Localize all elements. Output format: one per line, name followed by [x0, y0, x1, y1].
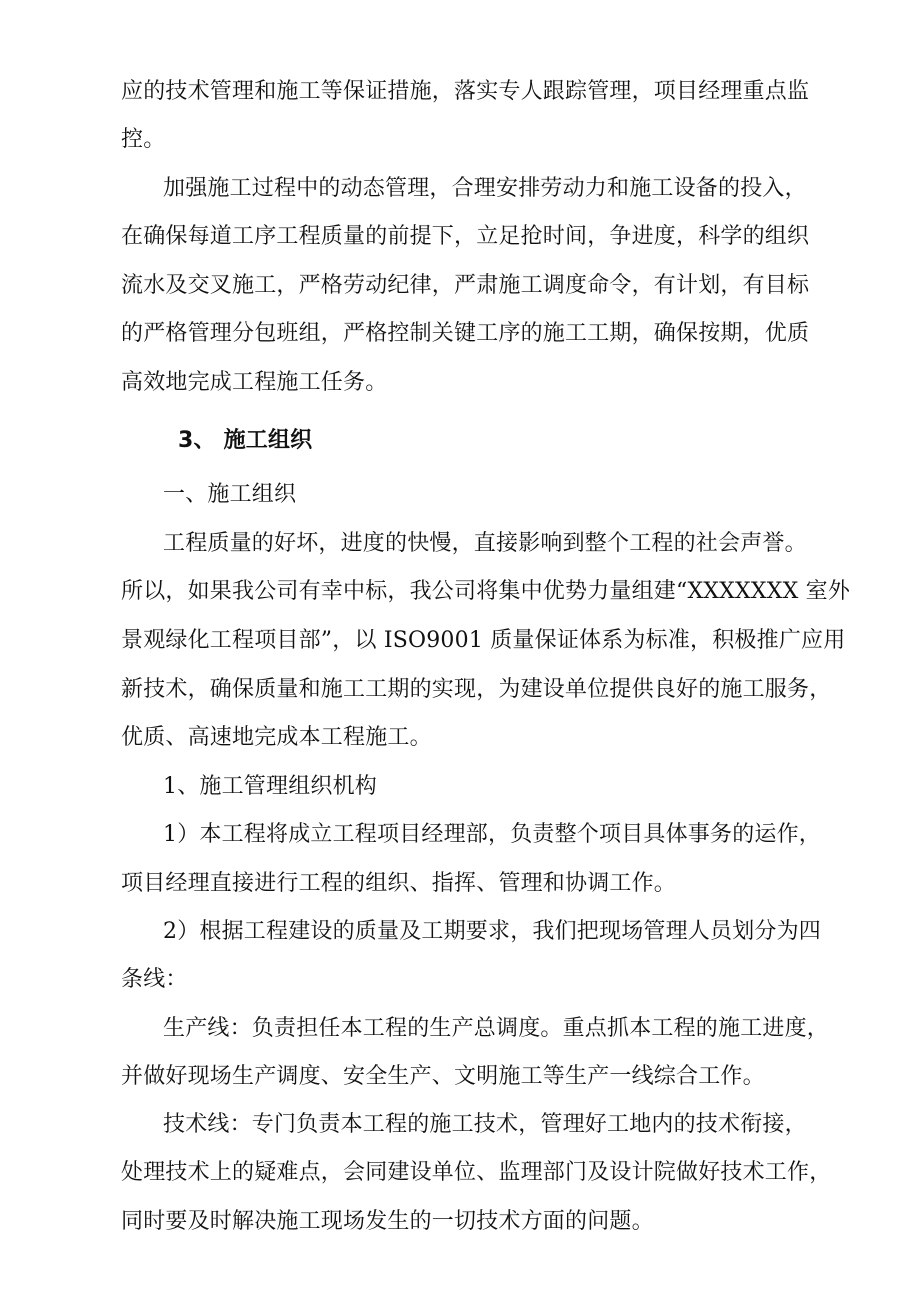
paragraph-line: 新技术，确保质量和施工工期的实现，为建设单位提供良好的施工服务， — [121, 677, 832, 702]
paragraph-line: 景观绿化工程项目部”，以 ISO9001 质量保证体系为标准，积极推广应用 — [121, 628, 846, 653]
paragraph-line: 处理技术上的疑难点，会同建设单位、监理部门及设计院做好技术工作， — [121, 1160, 832, 1185]
paragraph-line: 2）根据工程建设的质量及工期要求，我们把现场管理人员划分为四 — [163, 919, 821, 944]
paragraph-line: 应的技术管理和施工等保证措施，落实专人跟踪管理，项目经理重点监 — [121, 79, 810, 104]
paragraph-line: 技术线：专门负责本工程的施工技术，管理好工地内的技术衔接， — [163, 1112, 807, 1137]
paragraph-line: 在确保每道工序工程质量的前提下，立足抢时间，争进度，科学的组织 — [121, 224, 810, 249]
paragraph-line: 1）本工程将成立工程项目经理部，负责整个项目具体事务的运作， — [163, 822, 821, 847]
paragraph-line: 工程质量的好坏，进度的快慢，直接影响到整个工程的社会声誉。 — [163, 531, 807, 556]
paragraph-line: 流水及交叉施工，严格劳动纪律，严肃施工调度命令，有计划，有目标 — [121, 273, 810, 298]
paragraph-line: 条线： — [121, 967, 188, 992]
paragraph-line: 的严格管理分包班组，严格控制关键工序的施工工期，确保按期，优质 — [121, 321, 810, 346]
subsection-heading: 一、施工组织 — [163, 482, 297, 507]
section-heading: 3、 施工组织 — [178, 428, 313, 453]
paragraph-line: 加强施工过程中的动态管理，合理安排劳动力和施工设备的投入， — [163, 176, 807, 201]
paragraph-line: 高效地完成工程施工任务。 — [121, 370, 388, 395]
subsection-heading: 1、施工管理组织机构 — [163, 774, 377, 799]
paragraph-line: 同时要及时解决施工现场发生的一切技术方面的问题。 — [121, 1209, 654, 1234]
paragraph-line: 并做好现场生产调度、安全生产、文明施工等生产一线综合工作。 — [121, 1064, 765, 1089]
paragraph-line: 项目经理直接进行工程的组织、指挥、管理和协调工作。 — [121, 871, 677, 896]
paragraph-line: 控。 — [121, 127, 166, 152]
paragraph-line: 优质、高速地完成本工程施工。 — [121, 725, 432, 750]
paragraph-line: 所以，如果我公司有幸中标，我公司将集中优势力量组建“XXXXXXX 室外 — [121, 579, 851, 604]
paragraph-line: 生产线：负责担任本工程的生产总调度。重点抓本工程的施工进度， — [163, 1016, 830, 1041]
